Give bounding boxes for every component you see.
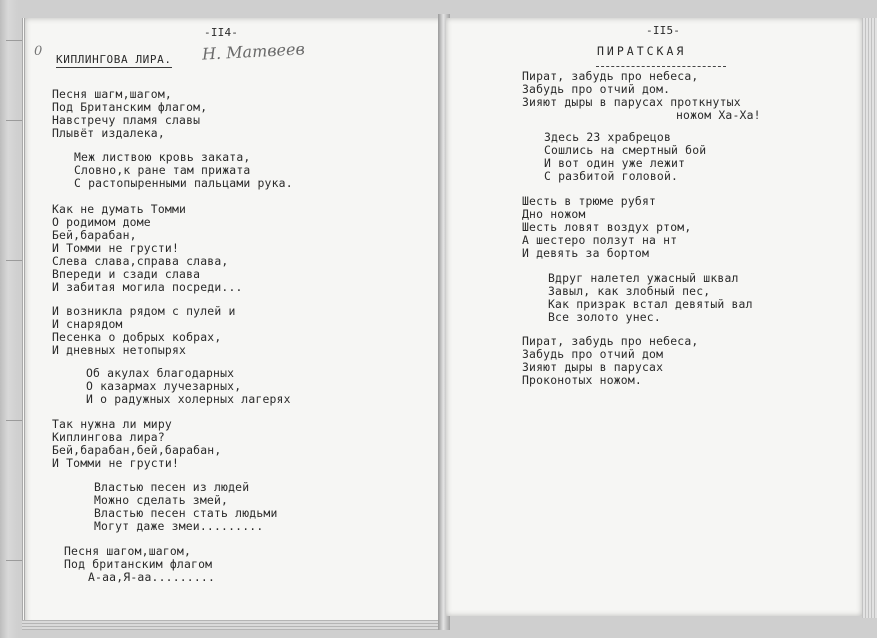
verse-line: Сошлись на смертный бой — [544, 143, 707, 157]
verse-line: И о радужных холерных лагерях — [86, 392, 291, 406]
verse-line: Словно,к ране там прижата — [74, 163, 251, 177]
verse-line: Проконотых ножом. — [522, 373, 642, 387]
verse-line: Песенка о добрых кобрах, — [52, 330, 222, 344]
verse-line: А-аа,Я-аа......... — [88, 570, 216, 584]
poem-title-left: КИПЛИНГОВА ЛИРА. — [56, 53, 172, 66]
verse-line: Песня шагм,шагом, — [52, 87, 172, 101]
verse-line: Здесь 23 храбрецов — [544, 130, 672, 144]
corner-mark: 0 — [34, 44, 43, 59]
verse-line: Властью песен стать людьми — [94, 506, 278, 520]
verse-line: Меж листвою кровь заката, — [74, 150, 251, 164]
verse-line: Под британским флагом — [64, 557, 213, 571]
verse-line: Как не думать Томми — [52, 202, 187, 216]
verse-line: Все золото унес. — [548, 310, 661, 324]
verse-line: Бей,барабан,бей,барабан, — [52, 443, 222, 457]
page-number-left: -II4- — [204, 26, 239, 39]
verse-line: Вдруг налетел ужасный шквал — [548, 271, 739, 285]
verse-line: Так нужна ли миру — [52, 417, 172, 431]
verse-line: Зияют дыры в парусах проткнутых — [522, 95, 741, 109]
verse-line: С растопыренными пальцами рука. — [74, 176, 293, 190]
verse-line: Плывёт издалека, — [52, 126, 165, 140]
verse-line: ножом Ха-Ха! — [676, 108, 761, 122]
verse-line: Можно сделать змей, — [94, 493, 229, 507]
verse-line: С разбитой головой. — [544, 169, 679, 183]
verse-line: Шесть в трюме рубят — [522, 194, 657, 208]
verse-line: И забитая могила посреди... — [52, 280, 243, 294]
verse-line: Как призрак встал девятый вал — [548, 297, 753, 311]
verse-line: И Томми не грусти! — [52, 241, 180, 255]
verse-line: А шестеро ползут на нт — [522, 233, 678, 247]
verse-line: Навстречу пламя славы — [52, 113, 201, 127]
verse-line: И Томми не грусти! — [52, 456, 180, 470]
verse-line: Могут даже змеи......... — [94, 519, 264, 533]
verse-line: О казармах лучезарных, — [86, 379, 242, 393]
verse-line: Забудь про отчий дом — [522, 347, 664, 361]
verse-line: Об акулах благодарных — [86, 366, 235, 380]
verse-line: Под Британским флагом, — [52, 100, 208, 114]
verse-line: И дневных нетопырях — [52, 343, 187, 357]
verse-line: Дно ножом — [522, 207, 586, 221]
verse-line: Шесть ловят воздух ртом, — [522, 220, 692, 234]
verse-line: Пират, забудь про небеса, — [522, 69, 699, 83]
page-bottom-edge — [22, 620, 442, 630]
verse-line: О родимом доме — [52, 215, 151, 229]
verse-line: Слева слава,справа слава, — [52, 254, 229, 268]
poem-title-right: ПИРАТСКАЯ — [597, 44, 687, 58]
verse-line: И снарядом — [52, 317, 123, 331]
verse-line: И вот один уже лежит — [544, 156, 686, 170]
verse-line: И девять за бортом — [522, 246, 650, 260]
verse-line: Песня шагом,шагом, — [64, 544, 192, 558]
verse-line: Властью песен из людей — [94, 480, 250, 494]
verse-line: Зияют дыры в парусах — [522, 360, 664, 374]
verse-line: Пират, забудь про небеса, — [522, 334, 699, 348]
handwritten-author: Н. Матвеев — [201, 39, 306, 64]
verse-line: Бей,барабан, — [52, 228, 137, 242]
verse-line: И возникла рядом с пулей и — [52, 304, 236, 318]
page-number-right: -II5- — [646, 24, 681, 37]
title-underline — [596, 66, 726, 67]
verse-line: Впереди и сзади слава — [52, 267, 201, 281]
verse-line: Киплингова лира? — [52, 430, 165, 444]
verse-line: Завыл, как злобный пес, — [548, 284, 711, 298]
verse-line: Забудь про отчий дом. — [522, 82, 671, 96]
page-right-edge — [862, 18, 877, 618]
